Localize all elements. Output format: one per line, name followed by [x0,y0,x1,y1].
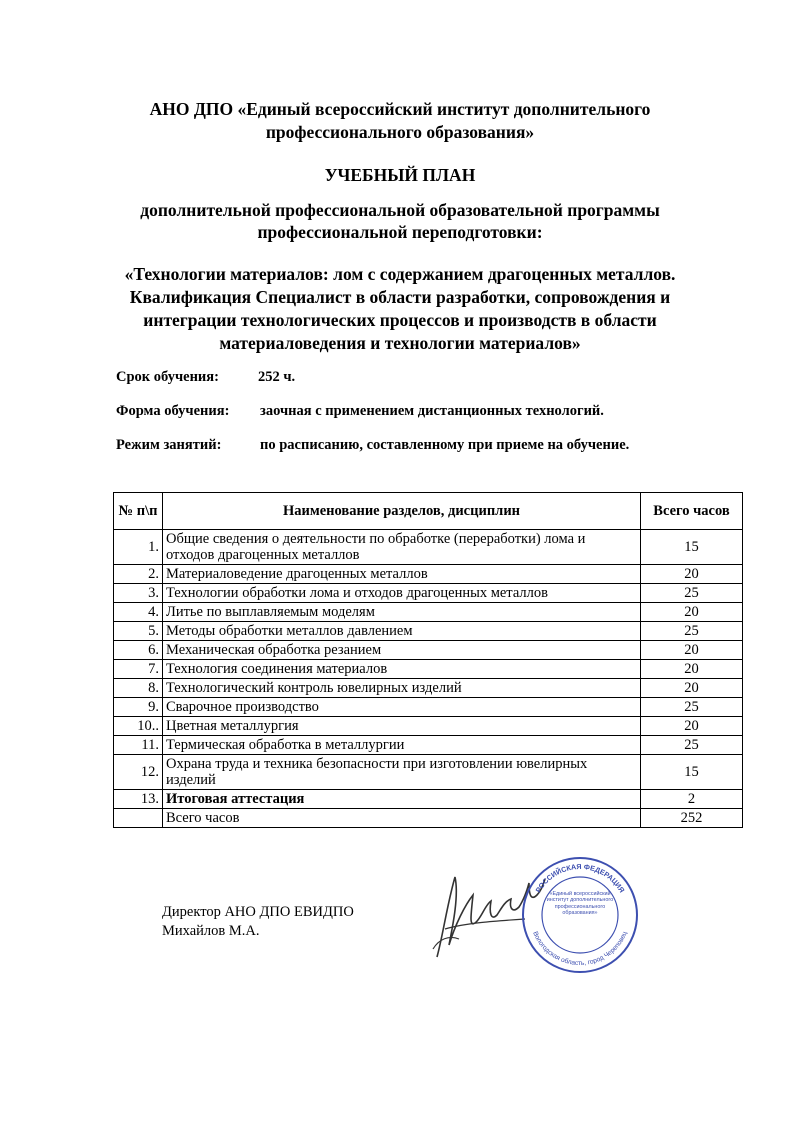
duration-value: 252 ч. [258,369,296,385]
table-row [114,565,743,584]
org-line-1: АНО ДПО «Единый всероссийский институт дополнительного [149,99,651,119]
discipline-name: Термическая обработка в металлургии [163,736,641,755]
row-number: 8. [114,679,163,698]
discipline-name: Цветная металлургия [163,717,641,736]
table-row [114,717,743,736]
program-line-1: «Технологии материалов: лом с содержанием драгоценных металлов. [124,264,676,284]
row-hours: 20 [641,679,743,698]
row-number [114,809,163,828]
table-row [114,679,743,698]
discipline-name: Итоговая аттестация [163,790,641,809]
discipline-name: Методы обработки металлов давлением [163,622,641,641]
row-number: 9. [114,698,163,717]
row-hours: 20 [641,660,743,679]
row-number: 7. [114,660,163,679]
row-hours: 20 [641,717,743,736]
header-number: № п\п [114,493,163,530]
discipline-name: Материаловедение драгоценных металлов [163,565,641,584]
table-row [114,584,743,603]
discipline-name: Механическая обработка резанием [163,641,641,660]
director-position: Директор АНО ДПО ЕВИДПО [162,904,354,920]
stamp-ring-bottom: Вологодская область, город Череповец [531,930,629,968]
table-row [114,603,743,622]
document-title: УЧЕБНЫЙ ПЛАН [324,165,476,185]
row-hours: 25 [641,584,743,603]
director-name: Михайлов М.А. [162,923,260,939]
curriculum-table [113,492,743,828]
row-number: 1. [114,530,163,565]
table-header-row [114,493,743,530]
discipline-name: Общие сведения о деятельности по обработке (переработки) лома и отходов драгоценных металлов [163,530,641,565]
table-body [114,530,743,828]
program-line-4: материаловедения и технологии материалов» [219,333,581,353]
discipline-name: Технологии обработки лома и отходов драгоценных металлов [163,584,641,603]
discipline-name: Всего часов [163,809,641,828]
row-hours: 20 [641,603,743,622]
row-hours: 15 [641,755,743,790]
row-number: 5. [114,622,163,641]
mode-value: по расписанию, составленному при приеме на обучение. [260,437,630,453]
row-hours: 20 [641,641,743,660]
row-number: 6. [114,641,163,660]
table-row [114,755,743,790]
mode-label: Режим занятий: [116,437,222,453]
table-row [114,698,743,717]
stamp-center-text: «Единый всероссийский институт дополнительного профессионального образования» [546,891,614,917]
table-row [114,790,743,809]
org-line-2: профессионального образования» [265,122,535,142]
organization-title [0,98,800,144]
header-name: Наименование разделов, дисциплин [163,493,641,530]
discipline-name: Литье по выплавляемым моделям [163,603,641,622]
form-value: заочная с применением дистанционных технологий. [260,403,604,419]
svg-text:РОССИЙСКАЯ ФЕДЕРАЦИЯ [533,862,626,894]
discipline-name: Технология соединения материалов [163,660,641,679]
discipline-name: Сварочное производство [163,698,641,717]
program-name [0,263,800,355]
row-number: 10.. [114,717,163,736]
row-hours: 25 [641,736,743,755]
discipline-name: Охрана труда и техника безопасности при изготовлении ювелирных изделий [163,755,641,790]
signature-block [162,903,354,941]
form-label: Форма обучения: [116,403,230,419]
subtitle-line-1: дополнительной профессиональной образовательной программы [140,200,660,220]
row-number: 2. [114,565,163,584]
row-number: 13. [114,790,163,809]
row-hours: 15 [641,530,743,565]
subtitle-line-2: профессиональной переподготовки: [257,222,543,242]
program-line-3: интеграции технологических процессов и производств в области [143,310,657,330]
row-number: 12. [114,755,163,790]
row-hours: 2 [641,790,743,809]
row-number: 11. [114,736,163,755]
row-number: 4. [114,603,163,622]
table-row [114,660,743,679]
stamp-ring-top: РОССИЙСКАЯ ФЕДЕРАЦИЯ [533,861,627,895]
duration-label: Срок обучения: [116,369,219,385]
row-hours: 252 [641,809,743,828]
header-hours: Всего часов [641,493,743,530]
row-hours: 25 [641,698,743,717]
official-stamp [520,855,640,975]
table-row [114,530,743,565]
table-row [114,622,743,641]
row-hours: 25 [641,622,743,641]
table-row [114,736,743,755]
program-line-2: Квалификация Специалист в области разработки, сопровождения и [129,287,671,307]
table-row [114,641,743,660]
row-hours: 20 [641,565,743,584]
row-number: 3. [114,584,163,603]
document-subtitle [0,199,800,243]
table-row [114,809,743,828]
discipline-name: Технологический контроль ювелирных изделий [163,679,641,698]
